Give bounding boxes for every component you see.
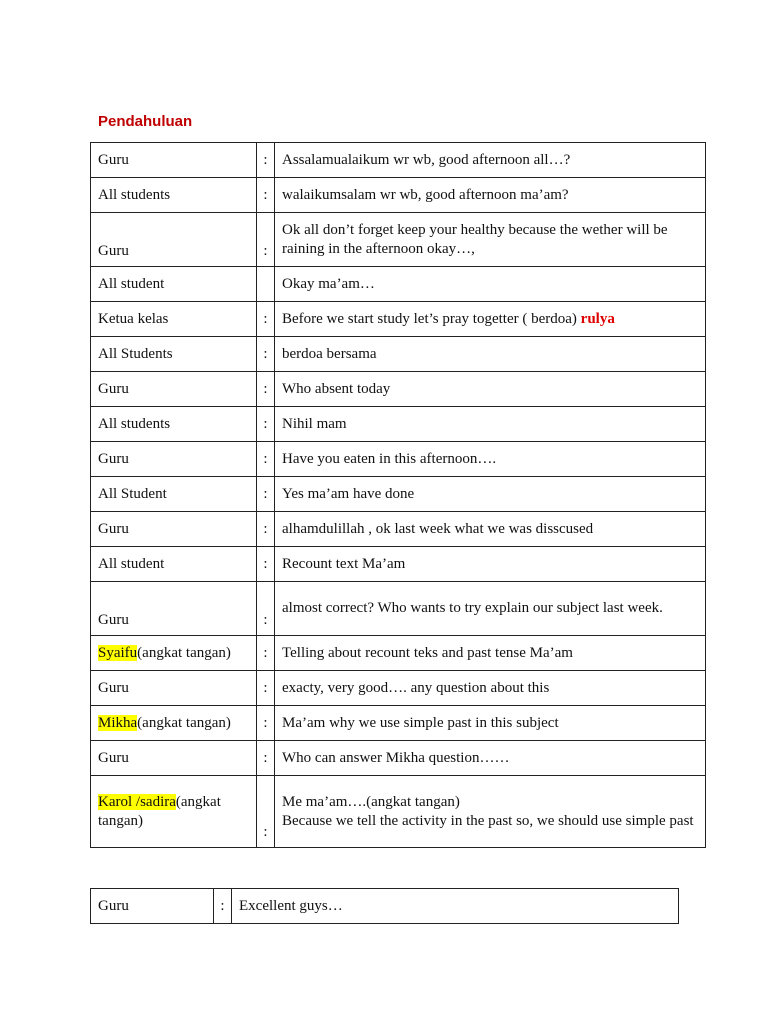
- colon-cell: :: [257, 636, 275, 671]
- colon-cell: :: [257, 337, 275, 372]
- colon-cell: :: [257, 442, 275, 477]
- utterance-text: Before we start study let’s pray togetter ( berdoa): [282, 310, 577, 327]
- utterance-cell: Have you eaten in this afternoon….: [275, 442, 706, 477]
- dialogue-row: [91, 741, 706, 776]
- utterance-cell: [275, 302, 706, 337]
- dialogue-row: [91, 889, 679, 924]
- speaker-cell: Guru: [91, 582, 257, 636]
- speaker-cell: [91, 636, 257, 671]
- colon-cell: :: [257, 741, 275, 776]
- colon-cell: :: [257, 213, 275, 267]
- speaker-cell: Guru: [91, 889, 214, 924]
- colon-cell: :: [257, 776, 275, 848]
- utterance-cell: alhamdulillah , ok last week what we was disscused: [275, 512, 706, 547]
- speaker-cell: All student: [91, 267, 257, 302]
- utterance-cell: Yes ma’am have done: [275, 477, 706, 512]
- speaker-cell: Ketua kelas: [91, 302, 257, 337]
- dialogue-row: [91, 407, 706, 442]
- dialogue-row: [91, 706, 706, 741]
- utterance-cell: Recount text Ma’am: [275, 547, 706, 582]
- speaker-cell: All Student: [91, 477, 257, 512]
- dialogue-row: [91, 178, 706, 213]
- dialogue-row: [91, 776, 706, 848]
- dialogue-row: [91, 302, 706, 337]
- colon-cell: :: [257, 671, 275, 706]
- speaker-cell: Guru: [91, 741, 257, 776]
- speaker-cell: Guru: [91, 143, 257, 178]
- speaker-cell: Guru: [91, 372, 257, 407]
- utterance-cell: walaikumsalam wr wb, good afternoon ma’am?: [275, 178, 706, 213]
- closing-table: [90, 888, 679, 924]
- colon-cell: :: [257, 372, 275, 407]
- student-name: Mikha: [98, 714, 138, 731]
- dialogue-row: [91, 442, 706, 477]
- colon-cell: :: [257, 512, 275, 547]
- colon-cell: :: [257, 706, 275, 741]
- dialogue-row: [91, 671, 706, 706]
- speaker-note: (angkat tangan): [137, 714, 231, 731]
- dialogue-table: [90, 142, 706, 848]
- utterance-cell: berdoa bersama: [275, 337, 706, 372]
- utterance-line: Because we tell the activity in the past so, we should use simple past: [282, 812, 694, 829]
- utterance-cell: Who can answer Mikha question……: [275, 741, 706, 776]
- student-name: Karol /sadira: [98, 793, 176, 810]
- dialogue-row: [91, 582, 706, 636]
- dialogue-row: [91, 267, 706, 302]
- colon-cell: :: [257, 477, 275, 512]
- colon-cell: :: [257, 582, 275, 636]
- colon-cell: :: [257, 302, 275, 337]
- dialogue-row: [91, 372, 706, 407]
- speaker-cell: All student: [91, 547, 257, 582]
- colon-cell: :: [257, 143, 275, 178]
- utterance-cell: Ma’am why we use simple past in this subject: [275, 706, 706, 741]
- speaker-cell: [91, 776, 257, 848]
- speaker-cell: Guru: [91, 442, 257, 477]
- colon-cell: :: [257, 407, 275, 442]
- utterance-cell: Assalamualaikum wr wb, good afternoon all…?: [275, 143, 706, 178]
- dialogue-row: [91, 213, 706, 267]
- student-name: Syaifu: [98, 644, 138, 661]
- utterance-cell: Telling about recount teks and past tense Ma’am: [275, 636, 706, 671]
- dialogue-row: [91, 477, 706, 512]
- colon-cell: :: [257, 547, 275, 582]
- speaker-cell: All students: [91, 407, 257, 442]
- section-heading: Pendahuluan: [98, 113, 193, 130]
- dialogue-row: [91, 547, 706, 582]
- utterance-cell: almost correct? Who wants to try explain our subject last week.: [275, 582, 706, 636]
- colon-cell: :: [214, 889, 232, 924]
- speaker-cell: Guru: [91, 512, 257, 547]
- utterance-cell: Nihil mam: [275, 407, 706, 442]
- dialogue-row: [91, 636, 706, 671]
- speaker-cell: [91, 706, 257, 741]
- utterance-cell: Excellent guys…: [232, 889, 679, 924]
- dialogue-row: [91, 143, 706, 178]
- speaker-cell: All students: [91, 178, 257, 213]
- speaker-cell: Guru: [91, 671, 257, 706]
- speaker-cell: All Students: [91, 337, 257, 372]
- utterance-cell: Okay ma’am…: [275, 267, 706, 302]
- utterance-cell: Who absent today: [275, 372, 706, 407]
- utterance-line: Me ma’am….(angkat tangan): [282, 793, 460, 810]
- dialogue-row: [91, 512, 706, 547]
- student-name-tag: rulya: [580, 310, 615, 327]
- dialogue-row: [91, 337, 706, 372]
- speaker-cell: Guru: [91, 213, 257, 267]
- utterance-cell: [275, 776, 706, 848]
- utterance-cell: exacty, very good…. any question about this: [275, 671, 706, 706]
- speaker-note: (angkat tangan): [98, 793, 221, 829]
- colon-cell: :: [257, 178, 275, 213]
- utterance-cell: Ok all don’t forget keep your healthy because the wether will be raining in the afternoon okay…,: [275, 213, 706, 267]
- speaker-note: (angkat tangan): [137, 644, 231, 661]
- colon-cell: [257, 267, 275, 302]
